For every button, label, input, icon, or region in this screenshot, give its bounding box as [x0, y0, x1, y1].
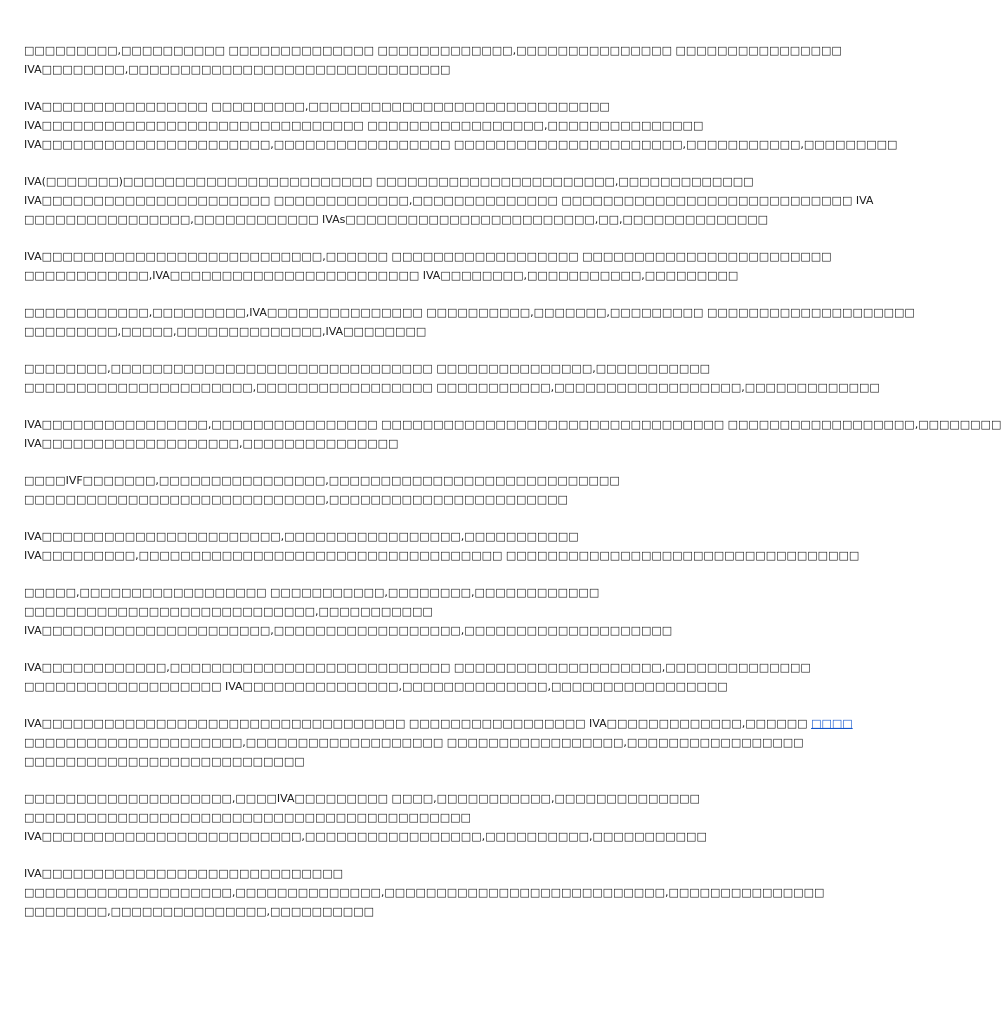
line-text: IVA□□□□□□□□□□□□□□□□□□□□□□,□□□□□□□□□□□□□□□□□□,□□□□□□□□□□□□□□□□□□□□ [24, 624, 673, 637]
text-line [24, 266, 739, 285]
text-line [24, 359, 711, 378]
line-text: IVA□□□□□□□□□□□□□□□□,□□□□□□□□□□□□□□□□ □□□□□□□□□□□□□□□□□□□□□□□□□□□□□□□□□ □□□□□□□□□□□□□□□□□□,□□□□□□□□ [24, 418, 1001, 431]
paragraph [24, 714, 853, 771]
text-line [24, 490, 696, 509]
text-line [24, 733, 804, 752]
paragraph [24, 247, 832, 285]
text-line [24, 883, 825, 902]
line-text: IVA□□□□□□□□□□□□□□□□□□□,□□□□□□□□□□□□□□□ [24, 437, 399, 450]
text-line [24, 415, 1001, 434]
paragraph [24, 415, 1001, 453]
text-line [24, 97, 696, 116]
line-text: □□□□□□□□□□□□□□□□□□□□□□□□□□□□□□□□□□□□□□□□□□□ [24, 811, 471, 824]
line-text: □□□□□□□□□□□□□□□□□□□□□,□□□□□□□□□□□□□□□□□□□ □□□□□□□□□□□□□□□□□,□□□□□□□□□□□□□□□□□ [24, 736, 804, 749]
line-text: IVA□□□□□□□□□□□□□□□□□□□□□□□□□□□□□□□□□□□ □□□□□□□□□□□□□□□□□ IVA□□□□□□□□□□□□□,□□□□□□ [24, 717, 808, 730]
line-text: IVA□□□□□□□□□□□□,□□□□□□□□□□□□□□□□□□□□□□□□□□□ □□□□□□□□□□□□□□□□□□□□,□□□□□□□□□□□□□□ [24, 661, 811, 674]
line-text: □□□□□□□□□□□□□□□□□□□□□□,□□□□□□□□□□□□□□□□□ □□□□□□□□□□□,□□□□□□□□□□□□□□□□□□,□□□□□□□□□□□□□ [24, 381, 880, 394]
text-line [24, 808, 696, 827]
text-line [24, 434, 696, 453]
paragraph [24, 41, 842, 79]
line-text: □□□□□□□□,□□□□□□□□□□□□□□□,□□□□□□□□□□ [24, 905, 374, 918]
paragraph [24, 97, 898, 154]
text-line [24, 658, 811, 677]
text-line [24, 602, 696, 621]
line-text: IVA□□□□□□□□,□□□□□□□□□□□□□□□□□□□□□□□□□□□□□□□ [24, 63, 451, 76]
text-line [24, 116, 704, 135]
text-line [24, 41, 842, 60]
line-text: □□□□□□□□□□□□,IVA□□□□□□□□□□□□□□□□□□□□□□□□ IVA□□□□□□□□,□□□□□□□□□□□,□□□□□□□□□ [24, 269, 739, 282]
text-line [24, 677, 728, 696]
text-line [24, 172, 754, 191]
text-line [24, 546, 860, 565]
paragraph [24, 303, 915, 341]
line-text: □□□□IVF□□□□□□□,□□□□□□□□□□□□□□□□,□□□□□□□□□□□□□□□□□□□□□□□□□□□□ [24, 474, 620, 487]
paragraph [24, 471, 696, 509]
text-line [24, 210, 769, 229]
line-text: IVA(□□□□□□□)□□□□□□□□□□□□□□□□□□□□□□□□ □□□□□□□□□□□□□□□□□□□□□□□,□□□□□□□□□□□□□ [24, 175, 754, 188]
text-line [24, 60, 696, 79]
text-line [24, 827, 707, 846]
line-text: □□□□□□□□□□□□□□□□□□□□,□□□□□□□□□□□□□□,□□□□□□□□□□□□□□□□□□□□□□□□□□□,□□□□□□□□□□□□□□□ [24, 886, 825, 899]
line-text: IVA□□□□□□□□□□□□□□□□□□□□□□□□□,□□□□□□□□□□□□□□□□□,□□□□□□□□□□,□□□□□□□□□□□ [24, 830, 707, 843]
paragraph [24, 172, 874, 229]
line-text: IVA□□□□□□□□□□□□□□□□□□□□□□□□□□□□□ [24, 867, 343, 880]
paragraph [24, 583, 696, 640]
text-line [24, 621, 696, 640]
line-text: □□□□□□□□,□□□□□□□□□□□□□□□□□□□□□□□□□□□□□□□ □□□□□□□□□□□□□□□,□□□□□□□□□□□ [24, 362, 711, 375]
text-line [24, 864, 696, 883]
line-text: IVA□□□□□□□□□□□□□□□□□□□□□□,□□□□□□□□□□□□□□□□□ □□□□□□□□□□□□□□□□□□□□□□,□□□□□□□□□□□,□□□□□□□□□ [24, 138, 898, 151]
line-text: □□□□□□□□□□□□□□□□,□□□□□□□□□□□□ IVAs□□□□□□□□□□□□□□□□□□□□□□□□,□□,□□□□□□□□□□□□□□ [24, 213, 769, 226]
line-text: □□□□□□□□□□□□□□□□□□□□□□□□□□□□,□□□□□□□□□□□ [24, 605, 433, 618]
paragraph [24, 789, 707, 846]
line-text: IVA□□□□□□□□□□□□□□□□□□□□□□□,□□□□□□□□□□□□□□□□□,□□□□□□□□□□□ [24, 530, 579, 543]
line-text: IVA□□□□□□□□□□□□□□□□□□□□□□□□□□□□□□□ □□□□□□□□□□□□□□□□□,□□□□□□□□□□□□□□□ [24, 119, 704, 132]
text-line [24, 902, 696, 921]
text-line [24, 752, 696, 771]
text-line [24, 471, 696, 490]
text-line [24, 247, 832, 266]
text-line [24, 135, 898, 154]
document-body [24, 41, 1001, 921]
line-text: □□□□□□□□□,□□□□□,□□□□□□□□□□□□□□,IVA□□□□□□□□ [24, 325, 427, 338]
line-text: IVA□□□□□□□□□,□□□□□□□□□□□□□□□□□□□□□□□□□□□□□□□□□□□ □□□□□□□□□□□□□□□□□□□□□□□□□□□□□□□□□□ [24, 549, 860, 562]
line-text: □□□□□□□□□□□□□□□□□□□□,□□□□IVA□□□□□□□□□ □□□□,□□□□□□□□□□□,□□□□□□□□□□□□□□ [24, 792, 700, 805]
text-line [24, 191, 874, 210]
paragraph [24, 359, 880, 397]
line-text: □□□□□□□□□□□□□□□□□□□□□□□□□□□ [24, 755, 305, 768]
line-text: □□□□□□□□□□□□,□□□□□□□□□,IVA□□□□□□□□□□□□□□□ □□□□□□□□□□,□□□□□□□,□□□□□□□□□ □□□□□□□□□□□□□□□□□□□□ [24, 306, 915, 319]
inline-link[interactable]: □□□□ [811, 717, 853, 730]
paragraph [24, 527, 860, 565]
paragraph [24, 864, 825, 921]
text-line [24, 583, 696, 602]
line-text: IVA□□□□□□□□□□□□□□□□ □□□□□□□□□,□□□□□□□□□□□□□□□□□□□□□□□□□□□□□ [24, 100, 610, 113]
line-text: □□□□□,□□□□□□□□□□□□□□□□□□ □□□□□□□□□□□,□□□□□□□□,□□□□□□□□□□□□ [24, 586, 600, 599]
paragraph [24, 658, 811, 696]
line-text: □□□□□□□□□,□□□□□□□□□□ □□□□□□□□□□□□□□ □□□□□□□□□□□□□,□□□□□□□□□□□□□□□ □□□□□□□□□□□□□□□□ [24, 44, 842, 57]
text-line [24, 322, 696, 341]
text-line [24, 789, 700, 808]
line-text: □□□□□□□□□□□□□□□□□□□□□□□□□□□□□,□□□□□□□□□□□□□□□□□□□□□□□ [24, 493, 568, 506]
text-line [24, 527, 696, 546]
text-line [24, 714, 853, 733]
text-line [24, 303, 915, 322]
line-text: IVA□□□□□□□□□□□□□□□□□□□□□□□□□□□,□□□□□□ □□□□□□□□□□□□□□□□□□ □□□□□□□□□□□□□□□□□□□□□□□□ [24, 250, 832, 263]
line-text: IVA□□□□□□□□□□□□□□□□□□□□□□ □□□□□□□□□□□□□,□□□□□□□□□□□□□□ □□□□□□□□□□□□□□□□□□□□□□□□□□□□ IVA [24, 194, 874, 207]
text-line [24, 378, 880, 397]
line-text: □□□□□□□□□□□□□□□□□□□ IVA□□□□□□□□□□□□□□□,□□□□□□□□□□□□□□,□□□□□□□□□□□□□□□□□ [24, 680, 728, 693]
